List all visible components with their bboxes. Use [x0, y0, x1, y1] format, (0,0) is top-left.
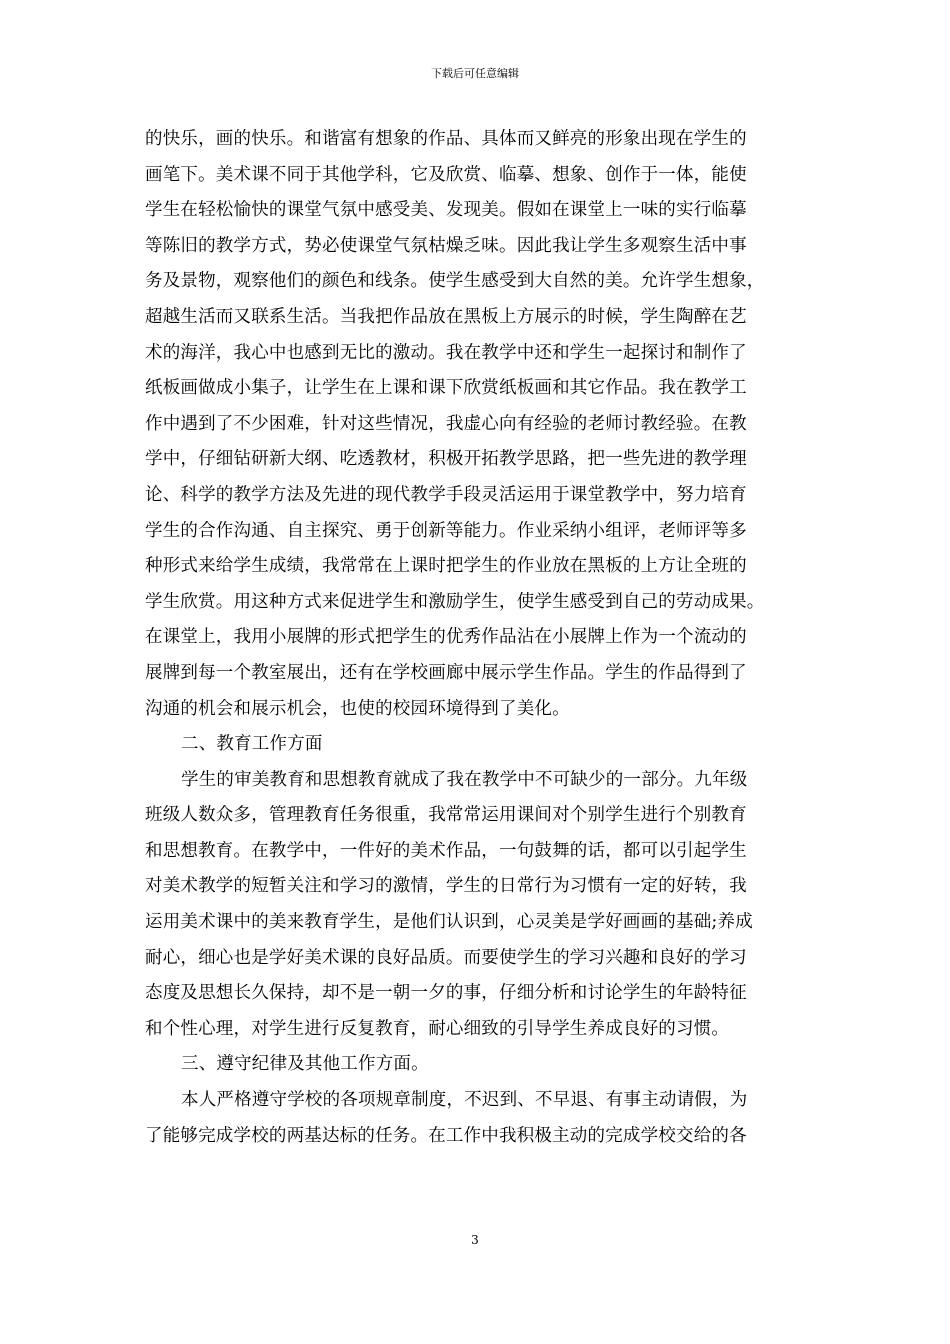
body-line: 学中，仔细钻研新大纲、吃透教材，积极开拓教学思路，把一些先进的教学理	[145, 449, 747, 470]
body-line: 运用美术课中的美来教育学生，是他们认识到，心灵美是学好画画的基础;养成	[145, 912, 753, 933]
body-line: 学生在轻松愉快的课堂气氛中感受美、发现美。假如在课堂上一味的实行临摹	[145, 200, 747, 221]
body-line: 在课堂上，我用小展牌的形式把学生的优秀作品沾在小展牌上作为一个流动的	[145, 627, 747, 648]
body-line: 种形式来给学生成绩，我常常在上课时把学生的作业放在黑板的上方让全班的	[145, 556, 747, 577]
section-heading: 二、教育工作方面	[181, 734, 323, 755]
body-line: 对美术教学的短暂关注和学习的激情，学生的日常行为习惯有一定的好转，我	[145, 876, 747, 897]
body-line: 学生欣赏。用这种方式来促进学生和激励学生，使学生感受到自己的劳动成果。	[145, 591, 765, 612]
body-line: 沟通的机会和展示机会，也使的校园环境得到了美化。	[145, 698, 570, 719]
body-line: 和思想教育。在教学中，一件好的美术作品，一句鼓舞的话，都可以引起学生	[145, 840, 747, 861]
body-line: 耐心，细心也是学好美术课的良好品质。而要使学生的学习兴趣和良好的学习	[145, 947, 747, 968]
body-line: 论、科学的教学方法及先进的现代教学手段灵活运用于课堂教学中，努力培育	[145, 484, 747, 505]
body-line: 画笔下。美术课不同于其他学科，它及欣赏、临摹、想象、创作于一体，能使	[145, 164, 747, 185]
page-number: 3	[471, 1233, 479, 1247]
body-line: 纸板画做成小集子，让学生在上课和课下欣赏纸板画和其它作品。我在教学工	[145, 378, 747, 399]
body-line: 学生的合作沟通、自主探究、勇于创新等能力。作业采纳小组评，老师评等多	[145, 520, 747, 541]
body-line: 和个性心理，对学生进行反复教育，耐心细致的引导学生养成良好的习惯。	[145, 1018, 730, 1039]
body-line: 本人严格遵守学校的各项规章制度，不迟到、不早退、有事主动请假，为	[181, 1090, 748, 1111]
body-line: 学生的审美教育和思想教育就成了我在教学中不可缺少的一部分。九年级	[181, 769, 748, 790]
body-line: 态度及思想长久保持，却不是一朝一夕的事，仔细分析和讨论学生的年龄特征	[145, 983, 747, 1004]
body-line: 展牌到每一个教室展出，还有在学校画廊中展示学生作品。学生的作品得到了	[145, 662, 747, 683]
body-line: 术的海洋，我心中也感到无比的激动。我在教学中还和学生一起探讨和制作了	[145, 342, 747, 363]
page-header: 下载后可任意编辑	[431, 67, 519, 80]
body-line: 等陈旧的教学方式，势必使课堂气氛枯燥乏味。因此我让学生多观察生活中事	[145, 235, 747, 256]
body-line: 超越生活而又联系生活。当我把作品放在黑板上方展示的时候，学生陶醉在艺	[145, 306, 747, 327]
body-line: 了能够完成学校的两基达标的任务。在工作中我积极主动的完成学校交给的各	[145, 1125, 747, 1146]
body-line: 务及景物，观察他们的颜色和线条。使学生感受到大自然的美。允许学生想象，	[145, 271, 765, 292]
body-line: 班级人数众多，管理教育任务很重，我常常运用课间对个别学生进行个别教育	[145, 805, 747, 826]
body-line: 作中遇到了不少困难，针对这些情况，我虚心向有经验的老师讨教经验。在教	[145, 413, 747, 434]
document-body	[145, 122, 805, 1154]
body-line: 的快乐，画的快乐。和谐富有想象的作品、具体而又鲜亮的形象出现在学生的	[145, 129, 747, 149]
section-heading: 三、遵守纪律及其他工作方面。	[181, 1054, 429, 1075]
